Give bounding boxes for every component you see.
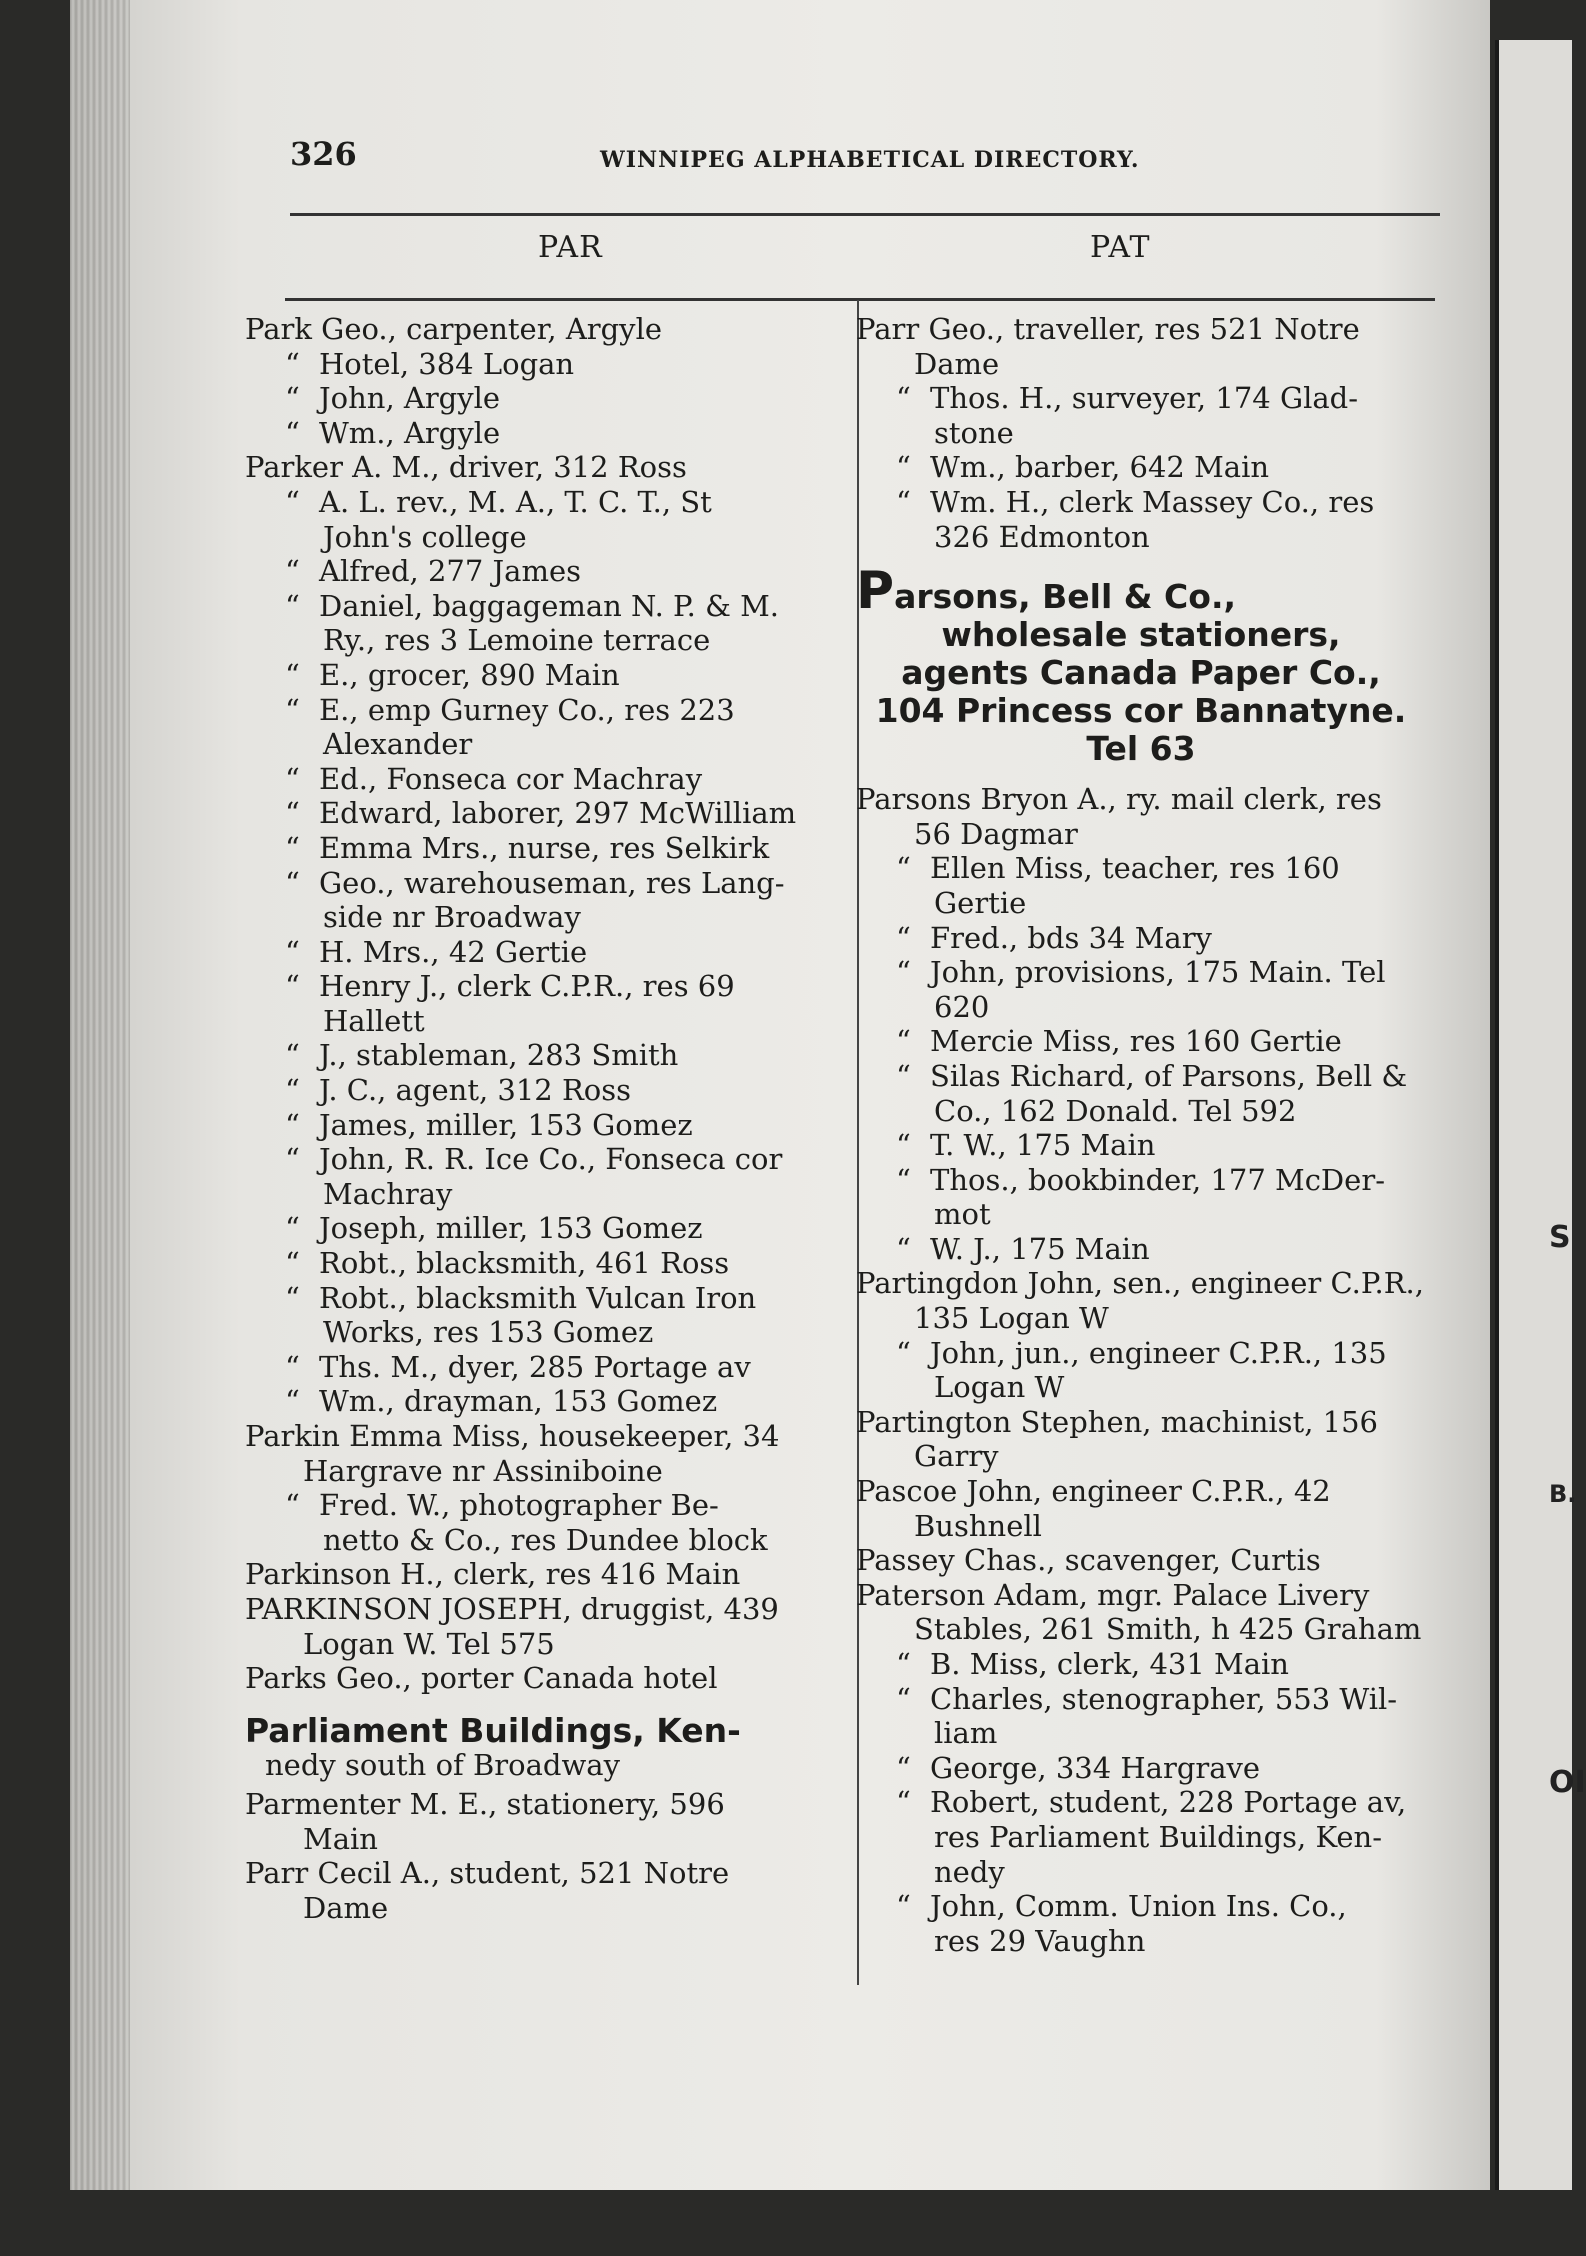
directory-entry [856,1751,1426,1786]
directory-entry [245,1661,845,1696]
entry-continuation: Stables, 261 Smith, h 425 Graham [914,1612,1422,1647]
directory-entry [245,1142,845,1211]
entry-text: “ Henry J., clerk C.P.R., res 69 [285,969,735,1004]
entry-text: Parkin Emma Miss, housekeeper, 34 [245,1419,780,1453]
directory-entry [245,381,845,416]
ditto-mark: “ [285,1107,300,1142]
ditto-mark: “ [285,415,300,450]
entry-text: “ Ths. M., dyer, 285 Portage av [285,1349,751,1384]
entry-text: “ Wm., Argyle [285,415,501,450]
ditto-mark: “ [896,1335,911,1370]
entry-text: “ George, 334 Hargrave [896,1750,1261,1785]
entry-continuation: res Parliament Buildings, Ken- [934,1819,1382,1854]
entry-text: Pascoe John, engineer C.P.R., 42 [856,1474,1331,1509]
parsons-bell-advertisement [856,561,1426,769]
ditto-mark: “ [285,796,300,831]
header-rule [290,213,1440,216]
entry-text: “ Charles, stenographer, 553 Wil- [896,1681,1398,1716]
ditto-mark: “ [896,851,911,886]
entry-text: “ Emma Mrs., nurse, res Selkirk [285,830,770,865]
directory-entry [856,485,1426,554]
ditto-mark: “ [896,955,911,990]
ditto-mark: “ [285,1211,300,1246]
directory-entry [245,347,845,382]
entry-text: “ Robt., blacksmith Vulcan Iron [285,1280,757,1315]
adjacent-page-fragment: B. [1549,1480,1577,1508]
directory-entry [245,969,845,1038]
directory-entry [856,955,1426,1024]
left-column [245,312,845,1925]
entry-text: “ Thos., bookbinder, 177 McDer- [896,1162,1386,1197]
directory-entry [245,416,845,451]
entry-continuation: Garry [914,1439,999,1474]
entry-text: “ E., grocer, 890 Main [285,657,620,692]
ditto-mark: “ [285,1246,300,1281]
entry-text: “ Wm., drayman, 153 Gomez [285,1384,718,1419]
ad-line: 104 Princess cor Bannatyne. [875,691,1407,731]
directory-entry [245,450,845,485]
entry-text: “ Joseph, miller, 153 Gomez [285,1211,703,1246]
entry-continuation: 56 Dagmar [914,816,1078,851]
entry-continuation: Hargrave nr Assiniboine [303,1453,663,1488]
directory-entry [245,866,845,935]
directory-entry [856,1336,1426,1405]
directory-entry [245,1211,845,1246]
entry-text: “ Daniel, baggageman N. P. & M. [285,588,780,623]
entry-continuation: liam [934,1716,998,1751]
directory-entry [245,1350,845,1385]
entry-text: Parsons Bryon A., ry. mail clerk, res [856,782,1382,817]
entry-continuation: Logan W [934,1370,1065,1405]
entry-text: “ Silas Richard, of Parsons, Bell & [896,1058,1408,1093]
right-column [856,312,1426,1958]
entry-text: “ Hotel, 384 Logan [285,346,575,381]
page-number: 326 [290,135,357,173]
right-entry-list [856,312,1426,554]
entry-continuation: 135 Logan W [914,1301,1109,1336]
entry-text: “ John, R. R. Ice Co., Fonseca cor [285,1142,783,1177]
directory-entry [245,1419,845,1488]
ditto-mark: “ [285,484,300,519]
ditto-mark: “ [285,657,300,692]
directory-entry [856,1474,1426,1543]
directory-entry [245,312,845,347]
ditto-mark: “ [285,934,300,969]
entry-text: “ John, Comm. Union Ins. Co., [896,1889,1347,1924]
ditto-mark: “ [896,1231,911,1266]
directory-entry [245,1787,845,1856]
ad-line: arsons, Bell & Co., [894,577,1237,617]
entry-text: Parr Cecil A., student, 521 Notre [245,1856,730,1891]
directory-entry [856,1232,1426,1267]
ditto-mark: “ [285,1142,300,1177]
directory-entry [856,782,1426,851]
entry-text: Passey Chas., scavenger, Curtis [856,1543,1321,1578]
entry-text: “ H. Mrs., 42 Gertie [285,934,588,969]
directory-entry [245,1488,845,1557]
directory-entry [245,1038,845,1073]
ditto-mark: “ [896,1750,911,1785]
directory-entry [245,831,845,866]
directory-entry [245,1246,845,1281]
guide-rule [285,298,1435,301]
entry-continuation: Dame [914,346,1000,381]
ad-line: agents Canada Paper Co., [901,653,1381,693]
ditto-mark: “ [285,1280,300,1315]
entry-continuation: 620 [934,989,990,1024]
entry-text: Parkinson H., clerk, res 416 Main [245,1557,741,1592]
directory-entry [856,1059,1426,1128]
directory-entry [856,1889,1426,1958]
ditto-mark: “ [285,381,300,416]
entry-text: “ Wm., barber, 642 Main [896,450,1270,485]
entry-continuation: Works, res 153 Gomez [323,1315,654,1350]
page-header [290,135,1430,175]
directory-entry [856,1024,1426,1059]
entry-text: “ Ed., Fonseca cor Machray [285,761,703,796]
entry-text: “ T. W., 175 Main [896,1128,1156,1163]
entry-text: “ Robt., blacksmith, 461 Ross [285,1246,730,1281]
ditto-mark: “ [896,1889,911,1924]
entry-continuation: netto & Co., res Dundee block [323,1522,768,1557]
entry-continuation: stone [934,415,1014,450]
ditto-mark: “ [285,1038,300,1073]
directory-entry [245,1281,845,1350]
entry-continuation: Main [303,1821,378,1856]
entry-text: Parker A. M., driver, 312 Ross [245,450,687,485]
entry-text: “ E., emp Gurney Co., res 223 [285,692,735,727]
entry-continuation: Ry., res 3 Lemoine terrace [323,623,711,658]
ditto-mark: “ [285,761,300,796]
ditto-mark: “ [285,1349,300,1384]
entry-text: Partingdon John, sen., engineer C.P.R., [856,1266,1424,1301]
entry-text: PARKINSON JOSEPH, druggist, 439 [245,1591,779,1626]
ditto-mark: “ [285,1488,300,1523]
ditto-mark: “ [896,484,911,519]
directory-entry [245,1073,845,1108]
entry-text: “ Fred. W., photographer Be- [285,1488,719,1523]
ditto-mark: “ [285,865,300,900]
ditto-mark: “ [285,588,300,623]
directory-entry [856,1785,1426,1889]
entry-continuation: John's college [323,519,527,554]
directory-entry [245,693,845,762]
entry-text: “ Alfred, 277 James [285,554,582,589]
directory-entry [856,381,1426,450]
entry-text: Parks Geo., porter Canada hotel [245,1661,718,1696]
entry-continuation: Machray [323,1176,453,1211]
entry-continuation: Co., 162 Donald. Tel 592 [934,1093,1297,1128]
ditto-mark: “ [896,920,911,955]
directory-entry [245,1108,845,1143]
entry-text: “ Edward, laborer, 297 McWilliam [285,796,797,831]
entry-continuation: res 29 Vaughn [934,1923,1146,1958]
entry-text: “ J. C., agent, 312 Ross [285,1073,632,1108]
entry-text: Parmenter M. E., stationery, 596 [245,1786,725,1821]
parliament-address: nedy south of Broadway [265,1748,620,1783]
entry-text: “ Wm. H., clerk Massey Co., res [896,484,1375,519]
page-stack-edge [70,0,130,2190]
entry-continuation: 326 Edmonton [934,519,1150,554]
ad-initial: P [856,561,895,622]
directory-entry [245,554,845,589]
ditto-mark: “ [896,1024,911,1059]
entry-continuation: Alexander [323,727,473,762]
ditto-mark: “ [896,450,911,485]
entry-text: “ Fred., bds 34 Mary [896,920,1212,955]
ditto-mark: “ [285,1073,300,1108]
entry-text: “ Geo., warehouseman, res Lang- [285,865,785,900]
entry-text: “ Mercie Miss, res 160 Gertie [896,1024,1342,1059]
directory-entry [856,1266,1426,1335]
directory-entry [856,450,1426,485]
directory-entry [245,1557,845,1592]
ad-line: wholesale stationers, [941,615,1341,655]
guide-word-left: PAR [538,230,603,265]
entry-text: Partington Stephen, machinist, 156 [856,1404,1378,1439]
directory-entry [245,762,845,797]
ditto-mark: “ [896,381,911,416]
directory-entry [245,1856,845,1925]
ditto-mark: “ [896,1128,911,1163]
ditto-mark: “ [896,1162,911,1197]
parliament-bold: Parliament Buildings, Ken- [245,1710,741,1750]
directory-entry [856,921,1426,956]
entry-continuation: Dame [303,1890,389,1925]
directory-entry [856,1578,1426,1647]
left-entry-list-after [245,1787,845,1925]
entry-continuation: Bushnell [914,1508,1042,1543]
directory-entry [856,312,1426,381]
entry-text: Park Geo., carpenter, Argyle [245,312,663,346]
directory-entry [856,1682,1426,1751]
ditto-mark: “ [285,1384,300,1419]
entry-text: “ James, miller, 153 Gomez [285,1107,693,1142]
entry-continuation: side nr Broadway [323,900,581,935]
directory-entry [856,1128,1426,1163]
entry-text: “ J., stableman, 283 Smith [285,1038,679,1073]
ditto-mark: “ [896,1785,911,1820]
entry-continuation: Gertie [934,885,1027,920]
ditto-mark: “ [285,554,300,589]
directory-entry [245,485,845,554]
entry-continuation: mot [934,1197,991,1232]
ditto-mark: “ [896,1681,911,1716]
directory-entry [245,589,845,658]
entry-continuation: Hallett [323,1003,425,1038]
ditto-mark: “ [896,1058,911,1093]
ad-line: Tel 63 [1086,729,1196,769]
entry-text: “ Robert, student, 228 Portage av, [896,1785,1407,1820]
guide-word-right: PAT [1090,230,1151,265]
ditto-mark: “ [896,1647,911,1681]
entry-text: “ John, provisions, 175 Main. Tel [896,955,1386,990]
directory-entry [245,796,845,831]
ditto-mark: “ [285,830,300,865]
ditto-mark: “ [285,969,300,1004]
right-entry-list-after [856,782,1426,1958]
entry-text: “ Thos. H., surveyer, 174 Glad- [896,381,1359,416]
directory-entry [245,935,845,970]
parliament-buildings-heading [245,1710,845,1750]
ditto-mark: “ [285,692,300,727]
entry-text: “ John, Argyle [285,381,501,416]
adjacent-page-fragment: OI [1549,1765,1586,1800]
adjacent-page-fragment: S [1549,1220,1571,1255]
ditto-mark: “ [285,346,300,381]
directory-entry [245,1748,845,1783]
entry-text: “ Ellen Miss, teacher, res 160 [896,851,1340,886]
running-title: WINNIPEG ALPHABETICAL DIRECTORY. [600,147,1140,173]
entry-text: “ John, jun., engineer C.P.R., 135 [896,1335,1387,1370]
entry-text: Paterson Adam, mgr. Palace Livery [856,1577,1370,1612]
directory-entry [856,1405,1426,1474]
directory-entry [856,1163,1426,1232]
entry-text: “ B. Miss, clerk, 431 Main [896,1647,1289,1681]
directory-entry [245,658,845,693]
directory-entry [245,1384,845,1419]
entry-text: “ A. L. rev., M. A., T. C. T., St [285,484,712,519]
directory-entry [245,1592,845,1661]
entry-text: “ W. J., 175 Main [896,1231,1150,1266]
directory-entry [856,1647,1426,1682]
entry-text: Parr Geo., traveller, res 521 Notre [856,312,1360,346]
left-entry-list [245,312,845,1696]
directory-entry [856,851,1426,920]
entry-continuation: nedy [934,1854,1005,1889]
directory-entry [856,1543,1426,1578]
entry-continuation: Logan W. Tel 575 [303,1626,555,1661]
adjacent-page [1495,40,1586,2190]
